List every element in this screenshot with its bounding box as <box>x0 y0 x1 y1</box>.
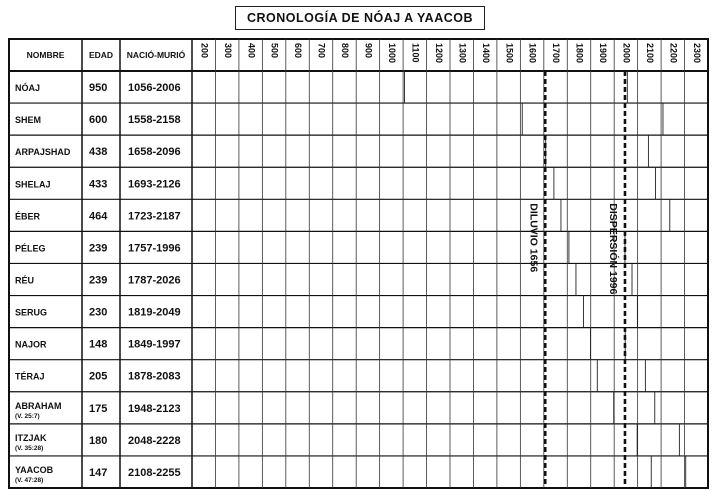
year-tick-label: 1900 <box>598 43 609 64</box>
header-nacio-murio: NACIÓ-MURIÓ <box>126 50 186 60</box>
flood-label: DILUVIO 1656 <box>527 203 540 273</box>
year-tick-label: 1800 <box>574 43 585 64</box>
person-name: ABRAHAM <box>15 400 62 411</box>
lifespan-value: 2108-2255 <box>128 466 181 479</box>
year-tick-label: 2100 <box>644 43 655 64</box>
person-name: SERUG <box>15 307 48 318</box>
age-value: 175 <box>89 402 108 415</box>
age-value: 950 <box>89 82 108 95</box>
year-tick-label: 1300 <box>457 43 468 64</box>
age-value: 205 <box>89 370 108 383</box>
year-tick-label: 1200 <box>433 43 444 64</box>
lifespan-value: 2048-2228 <box>128 434 181 447</box>
person-name: YAACOB <box>15 464 54 475</box>
year-tick-label: 700 <box>316 43 327 59</box>
year-tick-label: 800 <box>340 43 351 59</box>
year-tick-label: 2300 <box>691 43 702 64</box>
year-tick-label: 1000 <box>386 43 397 64</box>
year-tick-label: 2200 <box>668 43 679 64</box>
age-value: 148 <box>89 338 108 351</box>
person-name: SHELAJ <box>15 179 51 190</box>
dispersion-label: DISPERSIÓN 1996 <box>607 203 620 295</box>
age-value: 438 <box>89 146 108 159</box>
age-value: 239 <box>89 274 108 287</box>
person-name: PÉLEG <box>15 243 46 254</box>
chart-title: CRONOLOGÍA DE NÓAJ A YAACOB <box>235 6 485 30</box>
verse-reference: (V. 25:7) <box>15 412 40 420</box>
lifespan-value: 1757-1996 <box>128 242 181 255</box>
lifespan-value: 1849-1997 <box>128 338 181 351</box>
age-value: 600 <box>89 114 108 127</box>
age-value: 239 <box>89 242 108 255</box>
person-name: NÓAJ <box>15 83 41 94</box>
verse-reference: (V. 35:28) <box>15 444 44 452</box>
age-value: 230 <box>89 306 108 319</box>
person-name: TÉRAJ <box>15 371 45 382</box>
person-name: SHEM <box>15 115 42 126</box>
year-tick-label: 1100 <box>410 43 421 63</box>
header-nombre: NOMBRE <box>26 50 65 60</box>
person-name: NAJOR <box>15 339 47 350</box>
year-tick-label: 600 <box>293 43 304 59</box>
age-value: 433 <box>89 178 108 191</box>
year-tick-label: 300 <box>222 43 233 59</box>
lifespan-value: 1819-2049 <box>128 306 181 319</box>
verse-reference: (V. 47:28) <box>15 476 44 484</box>
age-value: 180 <box>89 434 108 447</box>
person-name: ARPAJSHAD <box>15 147 71 158</box>
person-name: ÉBER <box>15 211 41 222</box>
age-value: 464 <box>89 210 108 223</box>
year-tick-label: 1700 <box>551 43 562 64</box>
lifespan-value: 1787-2026 <box>128 274 181 287</box>
lifespan-value: 1948-2123 <box>128 402 181 415</box>
year-tick-label: 200 <box>199 43 210 59</box>
lifespan-value: 1558-2158 <box>128 114 181 127</box>
header-edad: EDAD <box>88 50 114 60</box>
year-tick-label: 2000 <box>621 43 632 64</box>
year-tick-label: 1400 <box>480 43 491 64</box>
lifespan-value: 1878-2083 <box>128 370 181 383</box>
age-value: 147 <box>89 466 108 479</box>
year-tick-label: 900 <box>363 43 374 59</box>
person-name: RÉU <box>15 275 35 286</box>
year-tick-label: 500 <box>269 43 280 59</box>
year-tick-label: 1500 <box>504 43 515 64</box>
lifespan-value: 1056-2006 <box>128 82 181 95</box>
lifespan-value: 1658-2096 <box>128 146 181 159</box>
person-name: ITZJAK <box>15 432 47 443</box>
lifespan-value: 1693-2126 <box>128 178 181 191</box>
year-tick-label: 1600 <box>527 43 538 64</box>
lifespan-value: 1723-2187 <box>128 210 181 223</box>
year-tick-label: 400 <box>246 43 257 59</box>
